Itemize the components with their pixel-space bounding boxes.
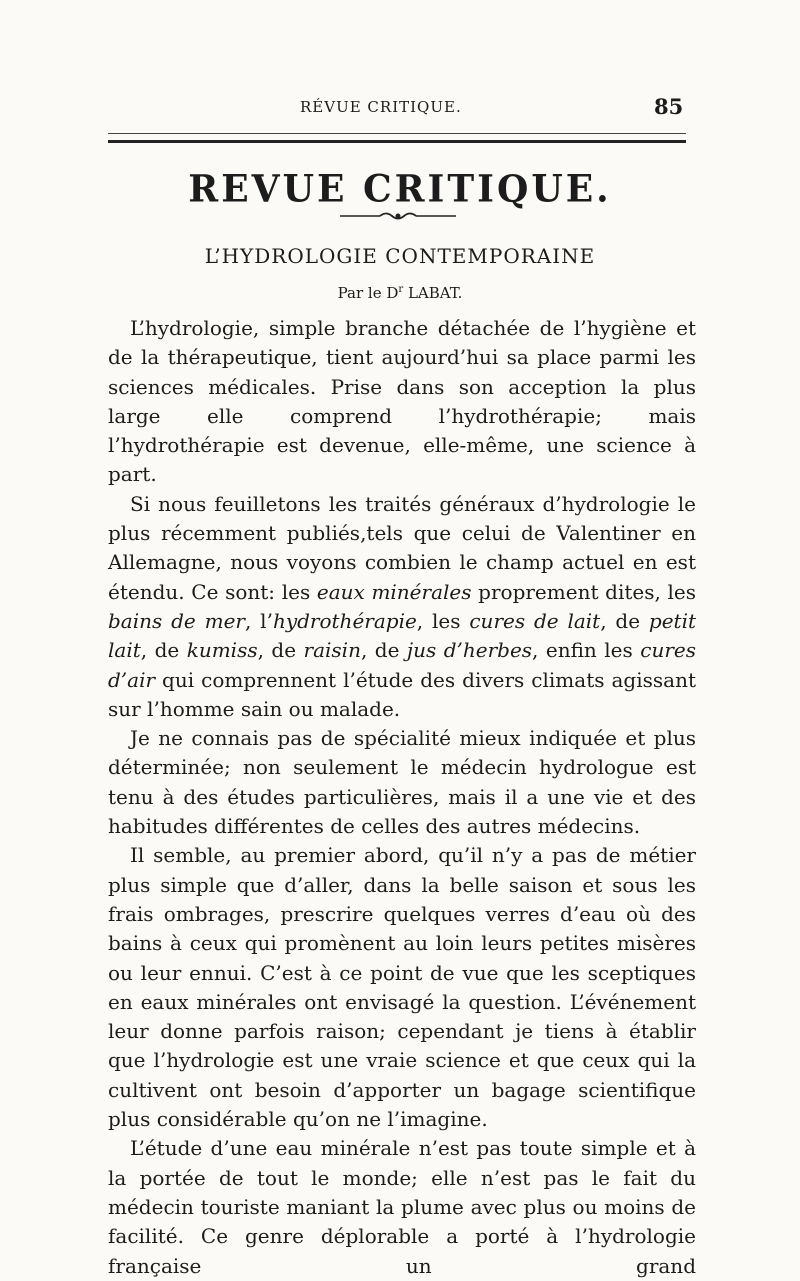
text-run: , de — [360, 638, 407, 663]
byline-author: LABAT. — [403, 284, 463, 302]
paragraph-3: Je ne connais pas de spécialité mieux indiquée et plus déterminée; non seulement le médecin hydrologue est tenu à des études particulières, mais il a une vie et des habitudes différentes de celles des autres médecins. — [108, 726, 696, 839]
text-run: , de — [140, 638, 187, 663]
paragraph-5: L’étude d’une eau minérale n’est pas toute simple et à la portée de tout le monde; elle n’est pas le fait du médecin touriste maniant la plume avec plus ou moins de facilité. Ce genre déplorable a porté à l’hydrologie française un grand — [108, 1136, 696, 1278]
text-run: , enfin les — [532, 638, 641, 663]
article-title: L’HYDROLOGIE CONTEMPORAINE — [204, 244, 596, 268]
paragraph-2 — [108, 490, 696, 724]
running-head-title: RÉVUE CRITIQUE. — [300, 98, 462, 116]
page-number: 85 — [654, 94, 684, 119]
text-run: , l’ — [244, 608, 273, 633]
byline — [0, 284, 800, 302]
byline-superscript: r — [398, 284, 404, 295]
byline-prefix: Par le D — [337, 284, 399, 302]
italic-term: cures de lait — [469, 608, 601, 633]
ornament-divider-icon — [340, 210, 456, 222]
italic-term: jus d’herbes — [406, 638, 533, 663]
paragraph-4: Il semble, au premier abord, qu’il n’y a pas de métier plus simple que d’aller, dans la belle saison et sous les frais ombrages, prescrire quelques verres d’eau où des bains à ceux qui promènent au loin leurs petites misères ou leur ennui. C’est à ce point de vue que les sceptiques en eaux minérales ont envisagé la question. L’événement leur donne parfois raison; cependant je tiens à établir que l’hydrologie est une vraie science et que ceux qui la cultivent ont besoin d’apporter un bagage scientifique plus considérable qu’on ne l’imagine. — [108, 843, 696, 1132]
section-title: REVUE CRITIQUE. — [188, 166, 612, 212]
text-run: proprement dites, les — [471, 579, 696, 604]
italic-term: kumiss — [186, 638, 258, 663]
text-run: qui comprennent l’étude des divers climats agissant sur l’homme sain ou malade. — [108, 667, 696, 721]
text-run: Si nous feuilletons les traités généraux d’hydrologie le plus récemment publiés,tels que celui de Valentiner en Allemagne, nous voyons combien le champ actuel en est étendu. Ce sont: les — [108, 491, 696, 604]
header-rule-thin — [108, 133, 686, 134]
italic-term: bains de mer — [108, 608, 245, 633]
article-body — [108, 314, 696, 1281]
text-run: , les — [416, 608, 470, 633]
header-rule-thick — [108, 140, 686, 143]
paragraph-1: L’hydrologie, simple branche détachée de l’hygiène et de la thérapeutique, tient aujourd’hui sa place parmi les sciences médicales. Prise dans son acception la plus large elle comprend l’hydrothérapie; mais l’hydrothérapie est devenue, elle-même, une science à part. — [108, 316, 696, 487]
italic-term: raisin — [303, 638, 361, 663]
italic-term: cures d’air — [108, 638, 696, 692]
text-run: , de — [257, 638, 304, 663]
text-run: , de — [600, 608, 649, 633]
italic-term: hydrothérapie — [272, 608, 417, 633]
italic-term: eaux minérales — [316, 579, 472, 604]
running-head — [0, 94, 800, 124]
italic-term: petit lait — [108, 608, 697, 663]
